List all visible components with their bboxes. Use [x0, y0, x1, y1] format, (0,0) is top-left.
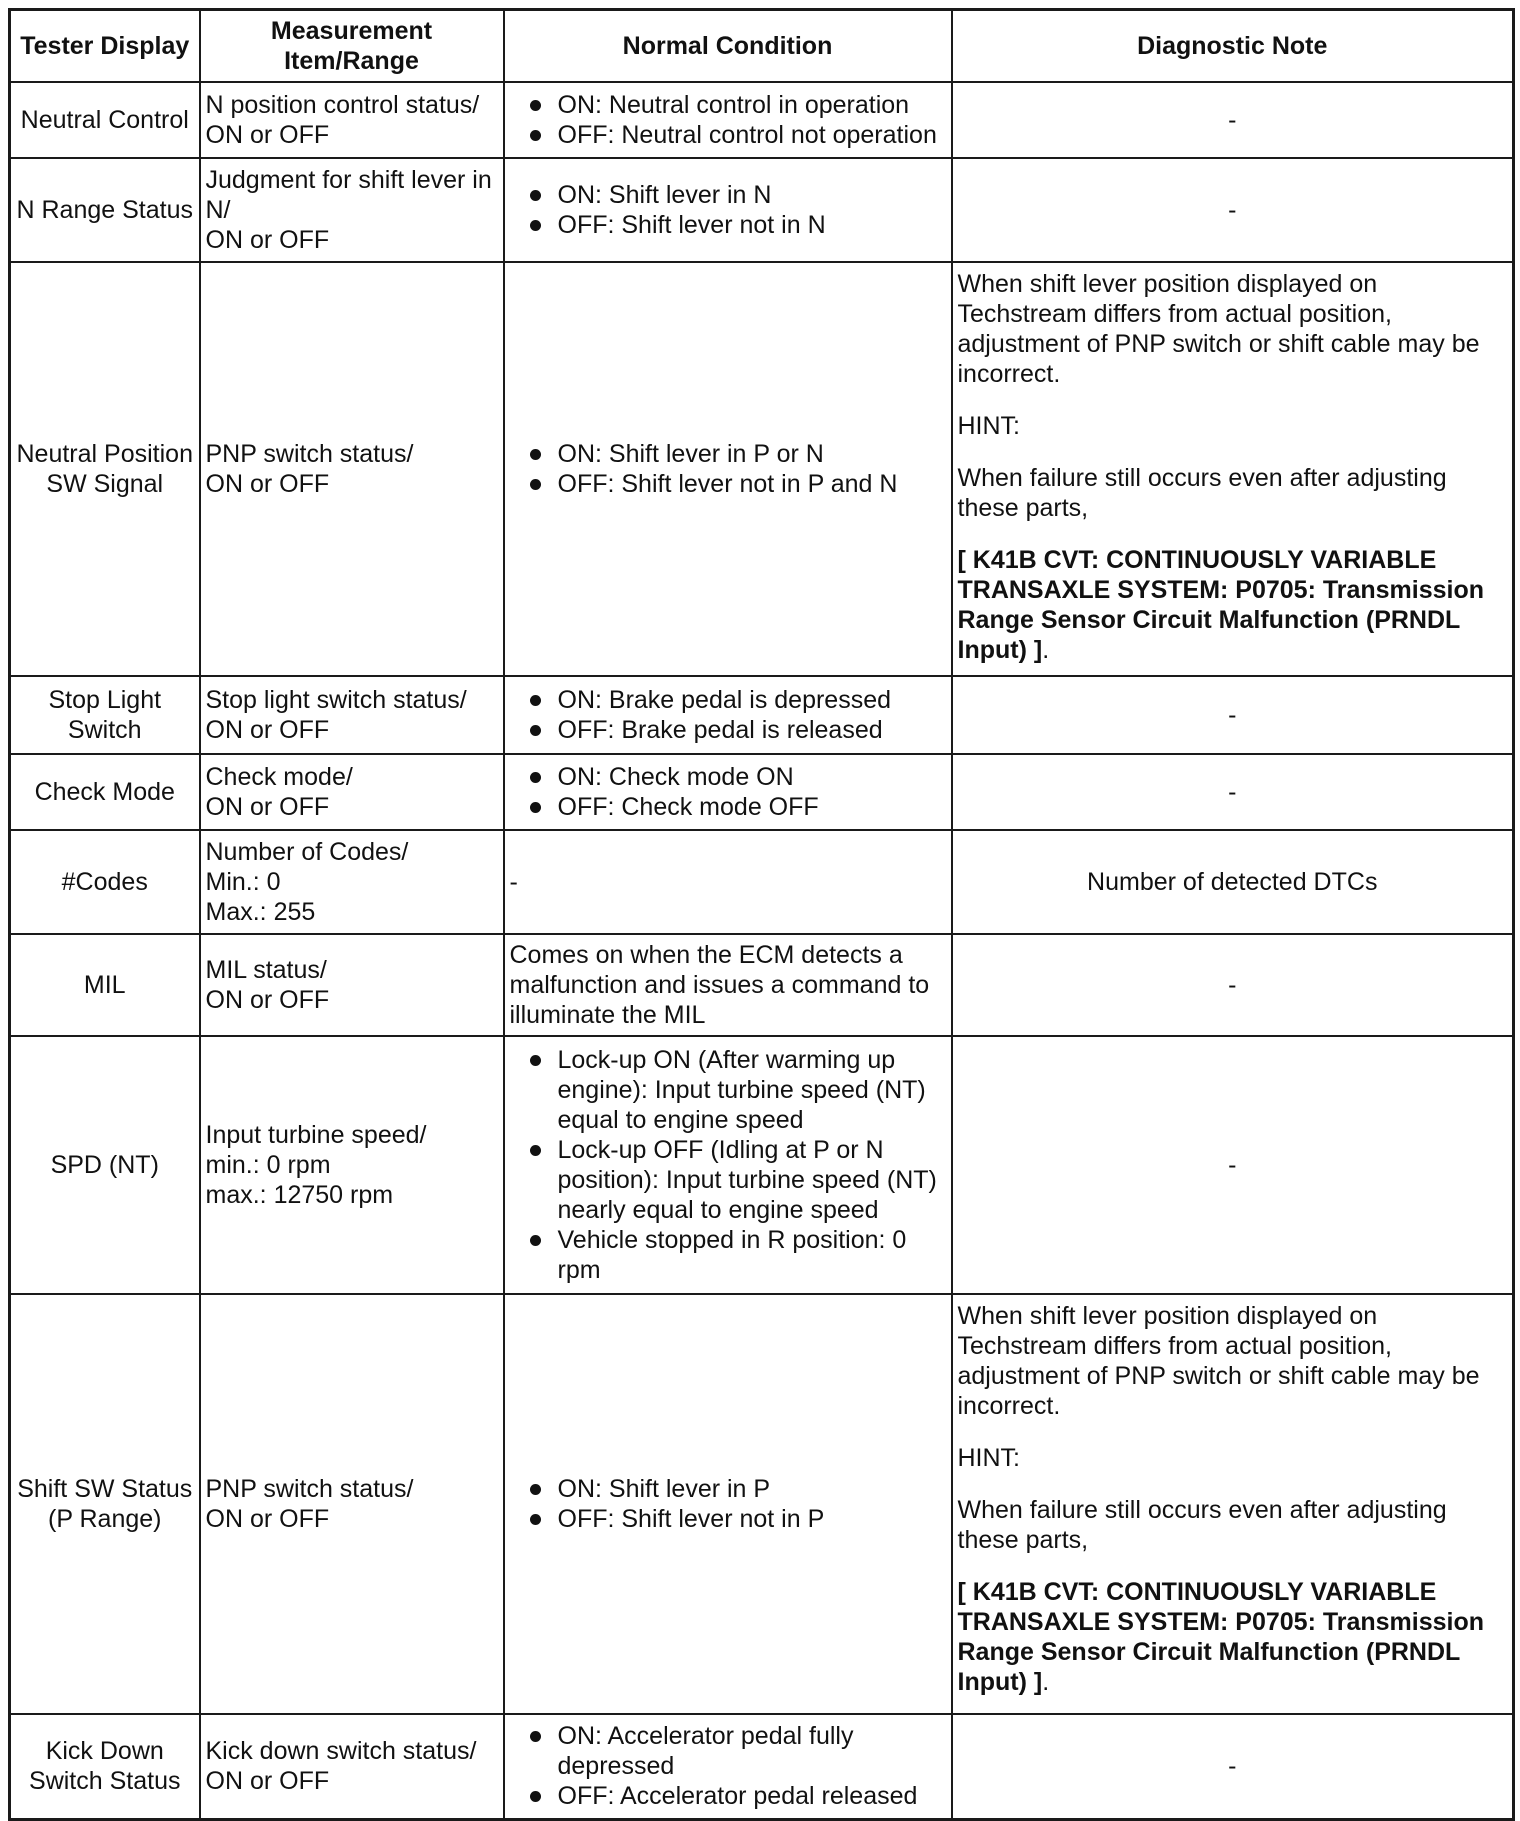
measurement-cell [200, 1714, 504, 1820]
tester-display-cell [10, 676, 200, 754]
table-row [10, 158, 1514, 262]
note-paragraph: When shift lever position displayed on Techstream differs from actual position, adjustment of PNP switch or shift cable may be incorrect. [957, 1301, 1480, 1420]
condition-list [510, 180, 946, 240]
tester-display-cell [10, 1036, 200, 1294]
condition-item: ON: Neutral control in operation [510, 90, 946, 120]
note-reference-end: . [1042, 1667, 1050, 1696]
measurement-text: ON or OFF [205, 1767, 330, 1796]
header-normal-condition: Normal Condition [504, 10, 952, 82]
measurement-text: ON or OFF [205, 715, 330, 744]
measurement-text: Judgment for shift lever in [205, 165, 492, 194]
note-text: - [1228, 1752, 1237, 1781]
measurement-text: Stop light switch status/ [205, 685, 467, 714]
header-diagnostic-note: Diagnostic Note [952, 10, 1514, 82]
condition-item: ON: Shift lever in P or N [510, 439, 946, 469]
measurement-text: Min.: 0 [205, 867, 281, 896]
header-measurement-line1: Measurement [270, 16, 433, 45]
normal-condition-cell [504, 1714, 952, 1820]
diagnostic-note-cell [952, 1036, 1514, 1294]
condition-text: - [509, 867, 518, 896]
header-row [10, 10, 1514, 82]
normal-condition-cell [504, 262, 952, 676]
diagnostic-note-cell [952, 158, 1514, 262]
tester-display-cell [10, 754, 200, 830]
tester-display-cell [10, 158, 200, 262]
header-tester-display: Tester Display [10, 10, 200, 82]
measurement-text: ON or OFF [205, 1504, 330, 1533]
tester-display-text: Switch Status [29, 1767, 181, 1796]
table-row [10, 754, 1514, 830]
measurement-cell [200, 262, 504, 676]
note-paragraph: When failure still occurs even after adjusting these parts, [957, 463, 1447, 522]
table-row [10, 1294, 1514, 1714]
condition-item: OFF: Neutral control not operation [510, 120, 946, 150]
tester-display-cell [10, 262, 200, 676]
data-list-table [8, 8, 1515, 1821]
tester-display-text: MIL [83, 970, 126, 999]
normal-condition-cell [504, 830, 952, 934]
normal-condition-cell [504, 754, 952, 830]
note-paragraph: HINT: [957, 411, 1020, 440]
note-paragraph: HINT: [957, 1443, 1020, 1472]
measurement-text: Max.: 255 [205, 897, 316, 926]
note-reference-paragraph [958, 1577, 1508, 1697]
note-text: - [1228, 700, 1237, 729]
condition-item: OFF: Shift lever not in P and N [510, 469, 946, 499]
normal-condition-cell [504, 676, 952, 754]
measurement-text: ON or OFF [205, 120, 330, 149]
tester-display-cell [10, 1714, 200, 1820]
tester-display-text: #Codes [61, 867, 148, 896]
normal-condition-cell [504, 82, 952, 158]
note-paragraph: When shift lever position displayed on Techstream differs from actual position, adjustment of PNP switch or shift cable may be incorrect. [957, 269, 1480, 388]
condition-text: Comes on when the ECM detects a malfunction and issues a command to illuminate the MIL [509, 940, 930, 1029]
tester-display-text: (P Range) [48, 1504, 162, 1533]
tester-display-text: Neutral Position [16, 439, 193, 468]
condition-list [510, 1721, 946, 1811]
diagnostic-note-cell [952, 1714, 1514, 1820]
measurement-cell [200, 934, 504, 1036]
condition-item: Lock-up OFF (Idling at P or N position): Input turbine speed (NT) nearly equal to engine speed [510, 1135, 946, 1225]
condition-list [510, 685, 946, 745]
measurement-text: ON or OFF [205, 985, 330, 1014]
measurement-text: PNP switch status/ [205, 439, 414, 468]
note-reference-paragraph [958, 545, 1508, 665]
measurement-text: max.: 12750 rpm [205, 1180, 394, 1209]
condition-list [510, 90, 946, 150]
measurement-text: Check mode/ [205, 762, 353, 791]
tester-display-text: SPD (NT) [50, 1150, 159, 1179]
diagnostic-note-cell [952, 262, 1514, 676]
tester-display-text: Neutral Control [20, 105, 189, 134]
measurement-cell [200, 82, 504, 158]
note-text: - [1228, 1150, 1237, 1179]
tester-display-text: Stop Light [48, 685, 162, 714]
tester-display-text: SW Signal [46, 469, 164, 498]
condition-item: OFF: Shift lever not in N [510, 210, 946, 240]
condition-list [510, 439, 946, 499]
note-reference-link[interactable]: [ K41B CVT: CONTINUOUSLY VARIABLE TRANSAXLE SYSTEM: P0705: Transmission Range Sensor Circuit Malfunction (PRNDL Input) ] [957, 1577, 1485, 1696]
condition-item: ON: Brake pedal is depressed [510, 685, 946, 715]
condition-list [510, 1045, 946, 1285]
note-reference-end: . [1042, 635, 1050, 664]
diagnostic-note-cell [952, 676, 1514, 754]
note-paragraph: When failure still occurs even after adjusting these parts, [957, 1495, 1447, 1554]
table-row [10, 676, 1514, 754]
measurement-text: Kick down switch status/ [205, 1737, 477, 1766]
note-text: - [1228, 195, 1237, 224]
diagnostic-note-cell [952, 754, 1514, 830]
condition-item: OFF: Brake pedal is released [510, 715, 946, 745]
measurement-text: ON or OFF [205, 792, 330, 821]
note-text: - [1228, 105, 1237, 134]
diagnostic-note-cell [952, 830, 1514, 934]
condition-list [510, 1474, 946, 1534]
condition-item: Lock-up ON (After warming up engine): Input turbine speed (NT) equal to engine speed [510, 1045, 946, 1135]
tester-display-text: Check Mode [34, 777, 175, 806]
condition-item: OFF: Shift lever not in P [510, 1504, 946, 1534]
normal-condition-cell [504, 934, 952, 1036]
measurement-text: N position control status/ [205, 90, 480, 119]
diagnostic-note-cell [952, 934, 1514, 1036]
table-row [10, 82, 1514, 158]
normal-condition-cell [504, 1036, 952, 1294]
measurement-text: Input turbine speed/ [205, 1120, 427, 1149]
condition-item: ON: Check mode ON [510, 762, 946, 792]
tester-display-text: Shift SW Status [17, 1474, 193, 1503]
table-row [10, 934, 1514, 1036]
measurement-cell [200, 1036, 504, 1294]
normal-condition-cell [504, 1294, 952, 1714]
condition-item: OFF: Check mode OFF [510, 792, 946, 822]
measurement-cell [200, 676, 504, 754]
condition-item: ON: Shift lever in P [510, 1474, 946, 1504]
condition-item: OFF: Accelerator pedal released [510, 1781, 946, 1811]
measurement-text: Number of Codes/ [205, 837, 409, 866]
measurement-cell [200, 158, 504, 262]
condition-item: ON: Accelerator pedal fully depressed [510, 1721, 946, 1781]
table-row [10, 830, 1514, 934]
header-measurement [200, 10, 504, 82]
note-text: Number of detected DTCs [1087, 867, 1378, 896]
tester-display-cell [10, 82, 200, 158]
measurement-text: N/ [205, 195, 231, 224]
measurement-text: ON or OFF [205, 225, 330, 254]
measurement-text: ON or OFF [205, 469, 330, 498]
condition-list [510, 762, 946, 822]
measurement-cell [200, 1294, 504, 1714]
measurement-cell [200, 754, 504, 830]
tester-display-text: N Range Status [16, 195, 193, 224]
note-reference-link[interactable]: [ K41B CVT: CONTINUOUSLY VARIABLE TRANSAXLE SYSTEM: P0705: Transmission Range Sensor Circuit Malfunction (PRNDL Input) ] [957, 545, 1485, 664]
tester-display-cell [10, 934, 200, 1036]
table-row [10, 262, 1514, 676]
header-measurement-line2: Item/Range [284, 46, 419, 75]
normal-condition-cell [504, 158, 952, 262]
tester-display-cell [10, 830, 200, 934]
measurement-text: PNP switch status/ [205, 1474, 414, 1503]
tester-display-cell [10, 1294, 200, 1714]
measurement-text: min.: 0 rpm [205, 1150, 331, 1179]
condition-item: Vehicle stopped in R position: 0 rpm [510, 1225, 946, 1285]
table-row [10, 1714, 1514, 1820]
condition-item: ON: Shift lever in N [510, 180, 946, 210]
note-text: - [1228, 777, 1237, 806]
tester-display-text: Kick Down [45, 1737, 164, 1766]
note-text: - [1228, 970, 1237, 999]
diagnostic-note-cell [952, 82, 1514, 158]
tester-display-text: Switch [67, 715, 142, 744]
measurement-text: MIL status/ [205, 955, 327, 984]
table-row [10, 1036, 1514, 1294]
diagnostic-note-cell [952, 1294, 1514, 1714]
measurement-cell [200, 830, 504, 934]
